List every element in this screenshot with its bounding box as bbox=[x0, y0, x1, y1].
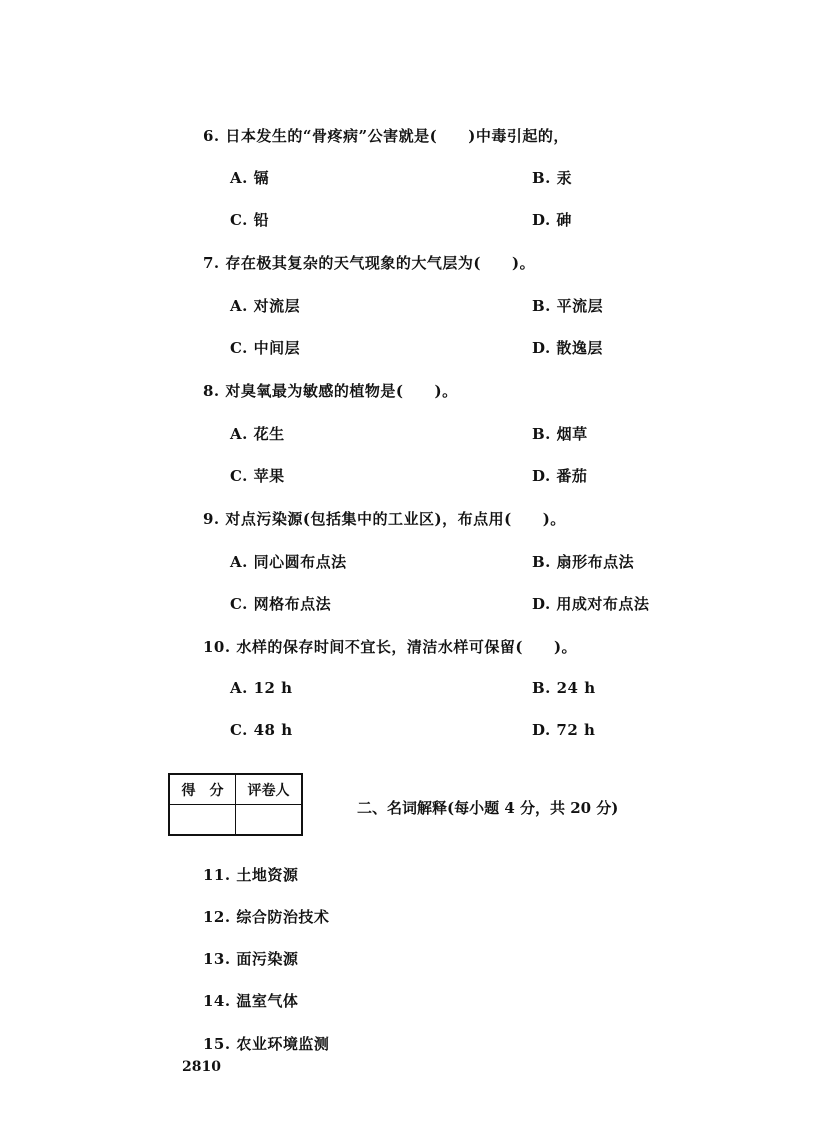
question-8-option-b: B. 烟草 bbox=[532, 425, 588, 443]
term-11: 11. 土地资源 bbox=[203, 866, 299, 884]
question-6-option-c: C. 铅 bbox=[230, 211, 270, 229]
question-7-option-d: D. 散逸层 bbox=[532, 339, 603, 357]
question-8-stem: 8. 对臭氧最为敏感的植物是( )。 bbox=[203, 382, 458, 400]
question-9-option-a: A. 同心圆布点法 bbox=[230, 553, 347, 571]
grader-label: 评卷人 bbox=[236, 774, 303, 805]
score-label: 得 分 bbox=[169, 774, 236, 805]
page-code: 2810 bbox=[182, 1059, 221, 1075]
question-6-option-d: D. 砷 bbox=[532, 211, 572, 229]
term-13: 13. 面污染源 bbox=[203, 950, 299, 968]
question-6-option-a: A. 镉 bbox=[230, 169, 270, 187]
question-8-option-d: D. 番茄 bbox=[532, 467, 588, 485]
section-2-title: 二、名词解释(每小题 4 分，共 20 分) bbox=[357, 799, 619, 817]
question-9-option-c: C. 网格布点法 bbox=[230, 595, 332, 613]
question-7-stem: 7. 存在极其复杂的天气现象的大气层为( )。 bbox=[203, 254, 536, 272]
question-6-option-b: B. 汞 bbox=[532, 169, 573, 187]
question-9-option-b: B. 扇形布点法 bbox=[532, 553, 635, 571]
question-7-option-b: B. 平流层 bbox=[532, 297, 604, 315]
question-10-option-d: D. 72 h bbox=[532, 721, 596, 739]
term-14: 14. 温室气体 bbox=[203, 992, 299, 1010]
term-12: 12. 综合防治技术 bbox=[203, 908, 330, 926]
term-15: 15. 农业环境监测 bbox=[203, 1035, 330, 1053]
question-9-stem: 9. 对点污染源(包括集中的工业区)，布点用( )。 bbox=[203, 510, 566, 528]
score-table bbox=[168, 773, 303, 836]
question-10-option-c: C. 48 h bbox=[230, 721, 293, 739]
grader-cell[interactable] bbox=[236, 805, 303, 836]
question-7-option-a: A. 对流层 bbox=[230, 297, 301, 315]
question-10-option-b: B. 24 h bbox=[532, 679, 596, 697]
question-8-option-a: A. 花生 bbox=[230, 425, 285, 443]
score-cell[interactable] bbox=[169, 805, 236, 836]
question-10-option-a: A. 12 h bbox=[230, 679, 293, 697]
question-8-option-c: C. 苹果 bbox=[230, 467, 285, 485]
question-6-stem: 6. 日本发生的“骨疼病”公害就是( )中毒引起的， bbox=[203, 127, 569, 145]
question-7-option-c: C. 中间层 bbox=[230, 339, 301, 357]
question-9-option-d: D. 用成对布点法 bbox=[532, 595, 650, 613]
question-10-stem: 10. 水样的保存时间不宜长，清洁水样可保留( )。 bbox=[203, 638, 578, 656]
